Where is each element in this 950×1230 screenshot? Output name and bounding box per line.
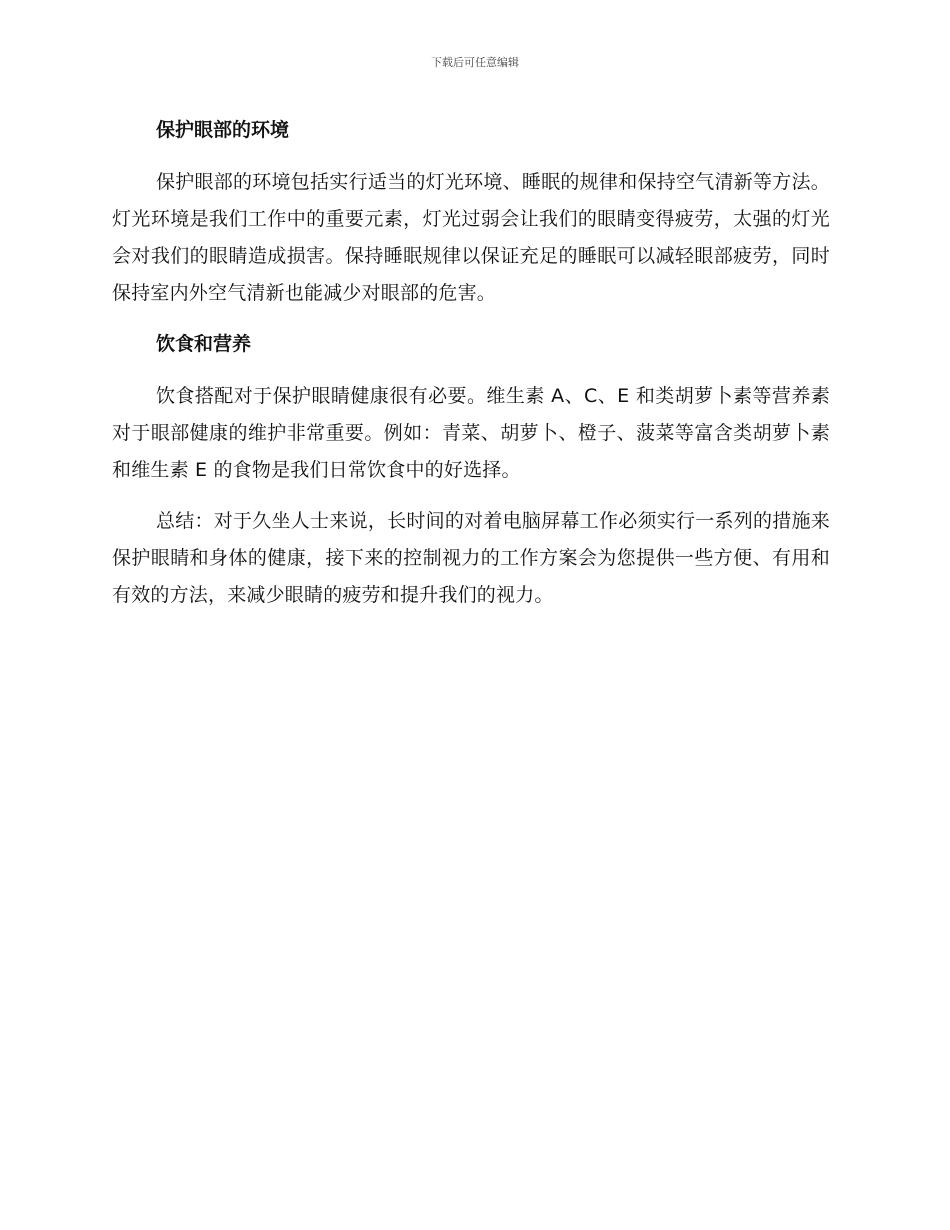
document-body	[112, 112, 830, 614]
section-heading-eye-environment: 保护眼部的环境	[156, 119, 290, 141]
page-header: 下载后可任意编辑	[431, 56, 519, 69]
section-heading-diet-nutrition: 饮食和营养	[156, 333, 252, 355]
paragraph-diet-nutrition: 饮食搭配对于保护眼睛健康很有必要。维生素 A、C、E 和类胡萝卜素等营养素对于眼部健康的维护非常重要。例如：青菜、胡萝卜、橙子、菠菜等富含类胡萝卜素和维生素 E 的食物是我们日常饮食中的好选择。	[112, 385, 830, 481]
paragraph-eye-environment: 保护眼部的环境包括实行适当的灯光环境、睡眠的规律和保持空气清新等方法。灯光环境是我们工作中的重要元素，灯光过弱会让我们的眼睛变得疲劳，太强的灯光会对我们的眼睛造成损害。保持睡眠规律以保证充足的睡眠可以减轻眼部疲劳，同时保持室内外空气清新也能减少对眼部的危害。	[112, 171, 830, 304]
paragraph-summary: 总结：对于久坐人士来说，长时间的对着电脑屏幕工作必须实行一系列的措施来保护眼睛和身体的健康，接下来的控制视力的工作方案会为您提供一些方便、有用和有效的方法，来减少眼睛的疲劳和提升我们的视力。	[112, 510, 830, 606]
